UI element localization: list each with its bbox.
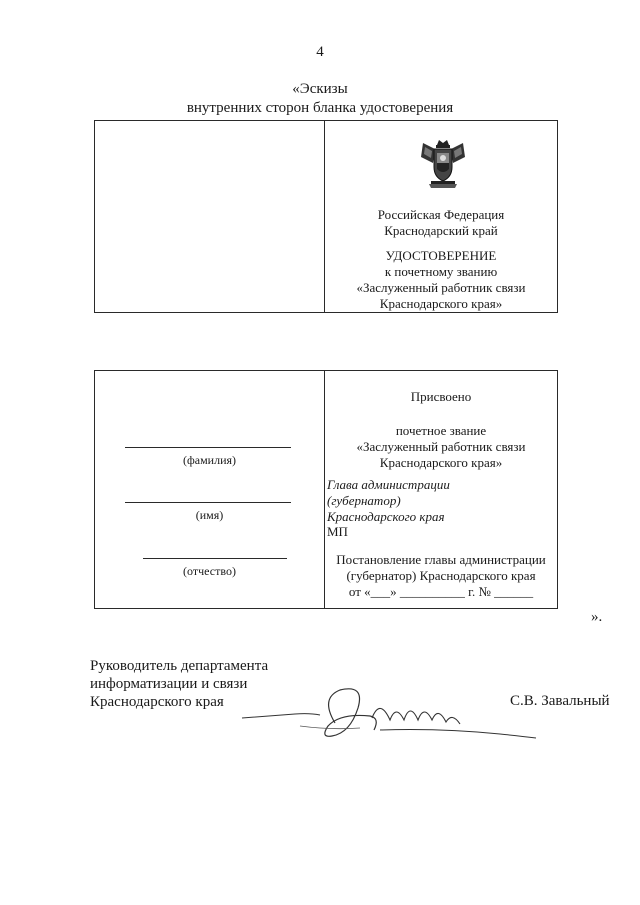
document-title: УДОСТОВЕРЕНИЕ (385, 248, 497, 263)
position-line-1: Руководитель департамента (90, 658, 269, 674)
head-title-line-1: Глава администрации (327, 477, 450, 492)
honorary-title-caption: почетное звание (395, 423, 487, 438)
certificate-front-right-panel (325, 121, 557, 312)
decree-line-3: от «___» __________ г. № ______ (348, 584, 534, 599)
caption (0, 80, 640, 118)
honorary-title-line-1: «Заслуженный работник связи (356, 439, 526, 454)
position-line-3: Краснодарского края (90, 694, 224, 710)
region-label: Краснодарский край (384, 223, 498, 238)
decree-line-1: Постановление главы администрации (336, 552, 546, 567)
head-title-line-2: (губернатор) (327, 493, 401, 508)
honorary-title-line-2: Краснодарского края» (379, 296, 503, 311)
seal-mark: МП (327, 524, 348, 539)
caption-line-2: внутренних сторон бланка удостоверения (186, 100, 454, 116)
certificate-inner-left-panel (95, 371, 324, 608)
position-line-2: информатизации и связи (90, 676, 248, 692)
caption-line-1: «Эскизы (292, 81, 348, 97)
handwritten-signature (240, 678, 540, 753)
krasnodar-coat-of-arms-icon (419, 137, 467, 189)
closing-quote: ». (591, 609, 603, 625)
certificate-inner-right-panel (325, 371, 557, 608)
name-label: (имя) (195, 508, 224, 522)
head-title-line-3: Краснодарского края (327, 509, 445, 524)
decree-line-2: (губернатор) Краснодарского края (346, 568, 536, 583)
page-number: 4 (316, 44, 324, 60)
certificate-inner-sketch (94, 370, 558, 609)
honorary-title-line-2: Краснодарского края» (379, 455, 503, 470)
surname-fill-line (125, 447, 291, 448)
surname-label: (фамилия) (182, 453, 237, 467)
patronymic-fill-line (143, 558, 287, 559)
honorary-title-line-1: «Заслуженный работник связи (356, 280, 526, 295)
certificate-front-sketch (94, 120, 558, 313)
document-subtitle: к почетному званию (384, 264, 498, 279)
signatory-name: С.В. Завальный (510, 693, 610, 709)
patronymic-label: (отчество) (183, 564, 236, 578)
country-label: Российская Федерация (377, 207, 505, 222)
name-fill-line (125, 502, 291, 503)
awarded-label: Присвоено (410, 389, 472, 404)
